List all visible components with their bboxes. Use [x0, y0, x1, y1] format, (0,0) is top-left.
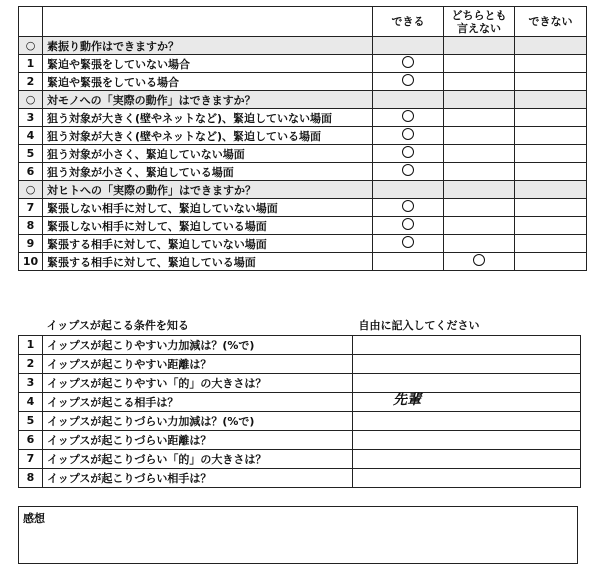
question-row [19, 127, 587, 145]
row-number: 5 [19, 145, 43, 163]
answer-cell-cannot[interactable] [515, 109, 587, 127]
condition-question: イップスが起こる相手は？ [43, 392, 353, 411]
condition-number: 5 [19, 411, 43, 430]
question-row [19, 217, 587, 235]
question-row [19, 235, 587, 253]
answer-cell-neither[interactable] [444, 55, 515, 73]
circle-mark-icon [402, 56, 414, 68]
section-row [19, 91, 587, 109]
answer-cell-can[interactable] [373, 199, 444, 217]
free-entry-header: 自由に記入してください [358, 318, 480, 332]
answer-cell-neither[interactable] [444, 235, 515, 253]
answer-cell-can [373, 37, 444, 55]
row-question: 素振り動作はできますか？ [43, 37, 373, 55]
answer-cell-neither[interactable] [444, 73, 515, 91]
answer-cell-can[interactable] [373, 109, 444, 127]
condition-answer[interactable] [353, 392, 581, 411]
condition-number: 4 [19, 392, 43, 411]
row-question: 緊張する相手に対して、緊迫している場面 [43, 253, 373, 271]
condition-number: 3 [19, 373, 43, 392]
row-question: 緊張しない相手に対して、緊迫している場面 [43, 217, 373, 235]
row-number: 10 [19, 253, 43, 271]
condition-row [19, 373, 581, 392]
row-number: 6 [19, 163, 43, 181]
condition-number: 8 [19, 468, 43, 487]
row-question: 狙う対象が大きく(壁やネットなど)、緊迫していない場面 [43, 109, 373, 127]
row-number: 9 [19, 235, 43, 253]
condition-answer[interactable] [353, 373, 581, 392]
row-number: ○ [19, 37, 43, 55]
answer-cell-cannot[interactable] [515, 163, 587, 181]
condition-row [19, 392, 581, 411]
capability-table [18, 6, 587, 271]
answer-cell-can[interactable] [373, 235, 444, 253]
row-question: 対モノへの「実際の動作」はできますか？ [43, 91, 373, 109]
condition-row [19, 430, 581, 449]
answer-cell-can[interactable] [373, 253, 444, 271]
row-number: ○ [19, 181, 43, 199]
answer-cell-can [373, 91, 444, 109]
row-number: 7 [19, 199, 43, 217]
condition-question: イップスが起こりづらい相手は？ [43, 468, 353, 487]
condition-question: イップスが起こりづらい「的」の大きさは？ [43, 449, 353, 468]
row-question: 狙う対象が大きく(壁やネットなど)、緊迫している場面 [43, 127, 373, 145]
row-question: 対ヒトへの「実際の動作」はできますか？ [43, 181, 373, 199]
row-number: 4 [19, 127, 43, 145]
answer-cell-can[interactable] [373, 145, 444, 163]
condition-number: 2 [19, 354, 43, 373]
section-row [19, 181, 587, 199]
answer-cell-can[interactable] [373, 217, 444, 235]
condition-question: イップスが起こりやすい力加減は？(%で) [43, 335, 353, 354]
question-row [19, 145, 587, 163]
answer-cell-neither[interactable] [444, 127, 515, 145]
answer-cell-cannot[interactable] [515, 253, 587, 271]
column-can: できる [373, 7, 444, 37]
answer-cell-neither [444, 181, 515, 199]
column-neither [444, 7, 515, 37]
answer-cell-cannot [515, 91, 587, 109]
answer-cell-neither[interactable] [444, 163, 515, 181]
answer-cell-cannot [515, 37, 587, 55]
condition-answer[interactable] [353, 430, 581, 449]
answer-cell-can [373, 181, 444, 199]
condition-answer[interactable] [353, 449, 581, 468]
answer-cell-neither [444, 91, 515, 109]
impression-box[interactable] [18, 506, 578, 564]
condition-number: 6 [19, 430, 43, 449]
condition-answer[interactable] [353, 335, 581, 354]
question-row [19, 109, 587, 127]
condition-answer[interactable] [353, 354, 581, 373]
condition-number: 1 [19, 335, 43, 354]
row-question: 緊迫や緊張をしている場合 [43, 73, 373, 91]
condition-row [19, 354, 581, 373]
answer-cell-can[interactable] [373, 55, 444, 73]
conditions-header-blank [19, 316, 43, 335]
row-number: ○ [19, 91, 43, 109]
condition-row [19, 335, 581, 354]
condition-row [19, 411, 581, 430]
circle-mark-icon [473, 254, 485, 266]
answer-cell-cannot[interactable] [515, 127, 587, 145]
row-number: 3 [19, 109, 43, 127]
answer-cell-cannot[interactable] [515, 199, 587, 217]
answer-cell-cannot[interactable] [515, 235, 587, 253]
question-row [19, 73, 587, 91]
conditions-title: イップスが起こる条件を知る [46, 318, 189, 332]
row-number: 1 [19, 55, 43, 73]
condition-answer[interactable] [353, 468, 581, 487]
condition-question: イップスが起こりづらい力加減は？(%で) [43, 411, 353, 430]
question-row [19, 199, 587, 217]
question-row [19, 163, 587, 181]
row-number: 2 [19, 73, 43, 91]
circle-mark-icon [402, 110, 414, 122]
circle-mark-icon [402, 164, 414, 176]
condition-question: イップスが起こりづらい距離は？ [43, 430, 353, 449]
circle-mark-icon [402, 236, 414, 248]
header-blank-question [43, 7, 373, 37]
answer-cell-can[interactable] [373, 73, 444, 91]
answer-cell-cannot[interactable] [515, 217, 587, 235]
row-question: 緊張しない相手に対して、緊迫していない場面 [43, 199, 373, 217]
answer-cell-can[interactable] [373, 127, 444, 145]
answer-cell-neither[interactable] [444, 253, 515, 271]
conditions-table [18, 316, 581, 488]
answer-cell-neither[interactable] [444, 145, 515, 163]
question-row [19, 253, 587, 271]
condition-row [19, 449, 581, 468]
answer-cell-cannot[interactable] [515, 55, 587, 73]
row-question: 緊張する相手に対して、緊迫していない場面 [43, 235, 373, 253]
section-row [19, 37, 587, 55]
circle-mark-icon [402, 128, 414, 140]
row-question: 緊迫や緊張をしていない場合 [43, 55, 373, 73]
answer-cell-cannot[interactable] [515, 73, 587, 91]
answer-cell-neither[interactable] [444, 199, 515, 217]
column-neither-line1: どちらとも [451, 8, 507, 22]
condition-number: 7 [19, 449, 43, 468]
column-cannot: できない [515, 7, 587, 37]
condition-question: イップスが起こりやすい距離は？ [43, 354, 353, 373]
answer-cell-neither[interactable] [444, 217, 515, 235]
row-question: 狙う対象が小さく、緊迫している場面 [43, 163, 373, 181]
handwritten-answer: 先輩 [393, 391, 421, 408]
question-row [19, 55, 587, 73]
row-number: 8 [19, 217, 43, 235]
answer-cell-cannot [515, 181, 587, 199]
header-blank-num [19, 7, 43, 37]
column-neither-line2: 言えない [457, 21, 501, 35]
circle-mark-icon [402, 200, 414, 212]
answer-cell-cannot[interactable] [515, 145, 587, 163]
condition-row [19, 468, 581, 487]
condition-question: イップスが起こりやすい「的」の大きさは？ [43, 373, 353, 392]
row-question: 狙う対象が小さく、緊迫していない場面 [43, 145, 373, 163]
condition-answer[interactable] [353, 411, 581, 430]
answer-cell-neither[interactable] [444, 109, 515, 127]
answer-cell-can[interactable] [373, 163, 444, 181]
impression-label: 感想 [23, 512, 45, 525]
answer-cell-neither [444, 37, 515, 55]
circle-mark-icon [402, 146, 414, 158]
circle-mark-icon [402, 74, 414, 86]
circle-mark-icon [402, 218, 414, 230]
